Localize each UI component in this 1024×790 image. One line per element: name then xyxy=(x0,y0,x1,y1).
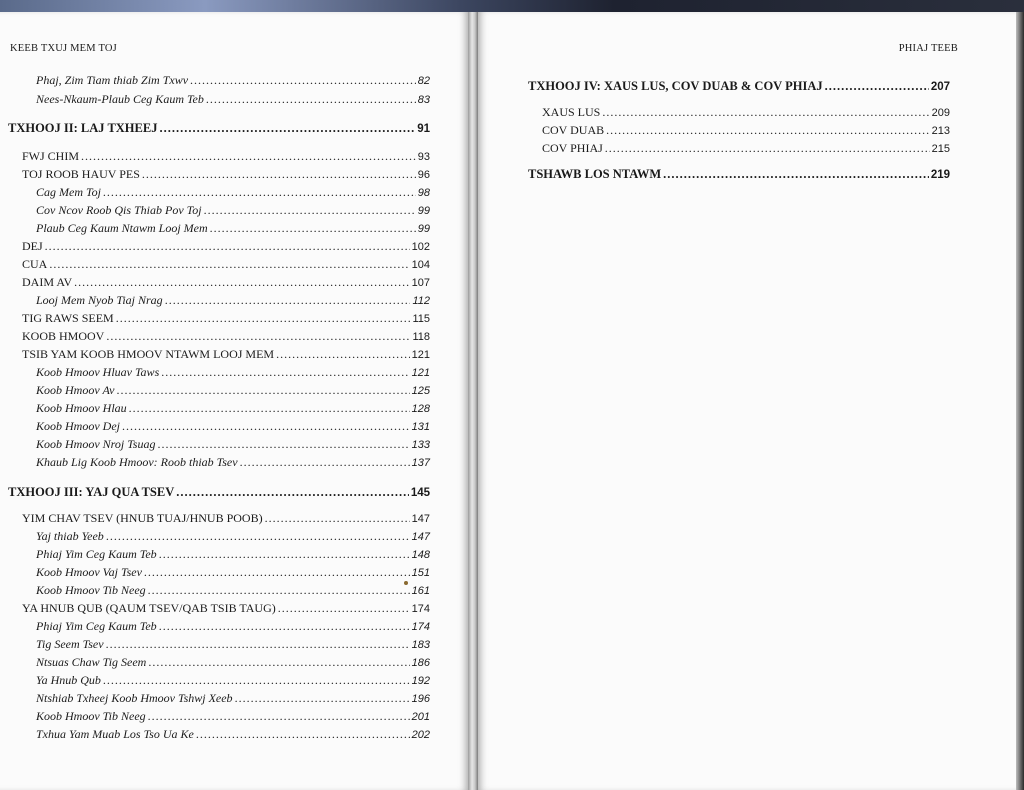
toc-entry-page-number: 147 xyxy=(411,531,430,543)
toc-entry-sub xyxy=(36,619,430,634)
toc-entry-page-number: 104 xyxy=(411,259,430,271)
toc-entry-sub xyxy=(36,655,430,670)
toc-entry-page-number: 83 xyxy=(417,94,430,106)
dot-leader xyxy=(605,141,930,156)
dot-leader xyxy=(165,293,411,308)
dot-leader xyxy=(103,185,416,200)
toc-entry-title: Koob Hmoov Hlau xyxy=(36,401,127,415)
toc-entry-sub xyxy=(36,73,430,88)
toc-entry-sub xyxy=(36,383,430,398)
toc-entry-sub xyxy=(36,547,430,562)
toc-entry-sub xyxy=(36,727,430,742)
toc-entry-section xyxy=(22,275,430,290)
toc-entry-section xyxy=(22,601,430,616)
toc-entry-sub xyxy=(36,221,430,236)
toc-entry-title: Phiaj Yim Ceg Kaum Teb xyxy=(36,547,157,561)
toc-entry-title: Koob Hmoov Tib Neeg xyxy=(36,709,146,723)
toc-entry-section xyxy=(542,141,950,156)
toc-entry-page-number: 192 xyxy=(411,675,430,687)
toc-entry-page-number: 183 xyxy=(411,639,430,651)
toc-entry-sub xyxy=(36,203,430,218)
toc-entry-page-number: 93 xyxy=(417,151,430,163)
toc-entry-page-number: 215 xyxy=(931,143,950,155)
dot-leader xyxy=(103,673,410,688)
toc-entry-title: Phiaj Yim Ceg Kaum Teb xyxy=(36,619,157,633)
toc-entry-title: YIM CHAV TSEV (HNUB TUAJ/HNUB POOB) xyxy=(22,511,263,525)
toc-entry-title: Cag Mem Toj xyxy=(36,185,101,199)
toc-entry-title: TXHOOJ II: LAJ TXHEEJ xyxy=(8,121,158,135)
toc-entry-page-number: 133 xyxy=(411,439,430,451)
dot-leader xyxy=(81,149,416,164)
dot-leader xyxy=(148,655,409,670)
toc-entry-sub xyxy=(36,455,430,470)
toc-entry-page-number: 99 xyxy=(417,205,430,217)
dot-leader xyxy=(116,311,411,326)
toc-entry-title: Khaub Lig Koob Hmoov: Roob thiab Tsev xyxy=(36,455,238,469)
dot-leader xyxy=(196,727,410,742)
dot-leader xyxy=(190,73,416,88)
dot-leader xyxy=(159,619,410,634)
toc-entry-page-number: 107 xyxy=(411,277,430,289)
toc-entry-title: Koob Hmoov Nroj Tsuag xyxy=(36,437,156,451)
toc-entry-title: Txhua Yam Muab Los Tso Ua Ke xyxy=(36,727,194,741)
toc-entry-page-number: 112 xyxy=(412,295,430,307)
toc-entry-sub xyxy=(36,92,430,107)
toc-entry-title: Tig Seem Tsev xyxy=(36,637,104,651)
toc-entry-page-number: 174 xyxy=(411,603,430,615)
toc-entry-page-number: 128 xyxy=(411,403,430,415)
toc-entry-title: Plaub Ceg Kaum Ntawm Looj Mem xyxy=(36,221,208,235)
toc-entry-title: TIG RAWS SEEM xyxy=(22,311,114,325)
toc-entry-section xyxy=(22,311,430,326)
right-running-head: PHIAJ TEEB xyxy=(898,43,958,54)
toc-entry-sub xyxy=(36,637,430,652)
dot-leader xyxy=(148,583,410,598)
toc-entry-page-number: 91 xyxy=(417,123,430,135)
toc-entry-page-number: 131 xyxy=(411,421,430,433)
dot-leader xyxy=(144,565,410,580)
toc-entry-page-number: 118 xyxy=(412,331,430,343)
dot-leader xyxy=(176,485,409,500)
toc-entry-page-number: 82 xyxy=(417,75,430,87)
toc-entry-page-number: 174 xyxy=(411,621,430,633)
toc-entry-title: Cov Ncov Roob Qis Thiab Pov Toj xyxy=(36,203,202,217)
dot-leader xyxy=(106,329,410,344)
toc-entry-title: Nees-Nkaum-Plaub Ceg Kaum Teb xyxy=(36,92,204,106)
toc-entry-chapter xyxy=(8,485,430,500)
dot-leader xyxy=(210,221,416,236)
toc-entry-title: COV DUAB xyxy=(542,123,605,137)
dot-leader xyxy=(235,691,410,706)
toc-entry-page-number: 137 xyxy=(411,457,430,469)
dot-leader xyxy=(142,167,416,182)
toc-entry-page-number: 219 xyxy=(930,169,950,181)
toc-entry-title: TSIB YAM KOOB HMOOV NTAWM LOOJ MEM xyxy=(22,347,275,361)
toc-entry-title: TXHOOJ IV: XAUS LUS, COV DUAB & COV PHIAJ xyxy=(528,79,823,93)
toc-entry-title: Phaj, Zim Tiam thiab Zim Txwv xyxy=(36,73,189,87)
toc-entry-title: KOOB HMOOV xyxy=(22,329,105,343)
dot-leader xyxy=(122,419,410,434)
dot-leader xyxy=(129,401,410,416)
toc-entry-section xyxy=(542,123,950,138)
toc-entry-page-number: 121 xyxy=(411,349,430,361)
toc-entry-section xyxy=(22,511,430,526)
toc-entry-section xyxy=(22,329,430,344)
toc-entry-page-number: 151 xyxy=(411,567,430,579)
toc-entry-sub xyxy=(36,691,430,706)
toc-entry-page-number: 196 xyxy=(411,693,430,705)
toc-entry-sub xyxy=(36,401,430,416)
toc-entry-section xyxy=(542,105,950,120)
toc-entry-title: Ntshiab Txheej Koob Hmoov Tshwj Xeeb xyxy=(36,691,233,705)
toc-entry-section xyxy=(22,167,430,182)
toc-entry-page-number: 147 xyxy=(411,513,430,525)
toc-entry-title: DAIM AV xyxy=(22,275,73,289)
toc-entry-title: TSHAWB LOS NTAWM xyxy=(528,167,662,181)
toc-entry-page-number: 201 xyxy=(411,711,430,723)
toc-entry-page-number: 99 xyxy=(417,223,430,235)
toc-entry-page-number: 145 xyxy=(410,487,430,499)
dot-leader xyxy=(106,529,410,544)
dot-leader xyxy=(106,637,410,652)
toc-entry-page-number: 125 xyxy=(411,385,430,397)
toc-entry-section xyxy=(22,239,430,254)
toc-entry-page-number: 115 xyxy=(412,313,430,325)
dot-leader xyxy=(265,511,410,526)
scan-top-edge xyxy=(0,0,1024,12)
toc-entry-page-number: 96 xyxy=(417,169,430,181)
toc-entry-title: COV PHIAJ xyxy=(542,141,603,155)
toc-entry-page-number: 186 xyxy=(411,657,430,669)
dot-leader xyxy=(161,365,409,380)
toc-entry-section xyxy=(22,257,430,272)
toc-entry-title: FWJ CHIM xyxy=(22,149,80,163)
toc-entry-title: Ya Hnub Qub xyxy=(36,673,101,687)
dot-leader xyxy=(606,123,930,138)
toc-entry-title: Yaj thiab Yeeb xyxy=(36,529,104,543)
toc-entry-page-number: 121 xyxy=(411,367,430,379)
toc-entry-title: YA HNUB QUB (QAUM TSEV/QAB TSIB TAUG) xyxy=(22,601,276,615)
dot-leader xyxy=(278,601,410,616)
toc-entry-title: XAUS LUS xyxy=(542,105,601,119)
toc-entry-page-number: 213 xyxy=(931,125,950,137)
toc-entry-page-number: 209 xyxy=(931,107,950,119)
left-running-head: KEEB TXUJ MEM TOJ xyxy=(10,43,117,54)
toc-entry-sub xyxy=(36,437,430,452)
toc-entry-sub xyxy=(36,673,430,688)
dot-leader xyxy=(825,79,929,94)
toc-entry-page-number: 207 xyxy=(930,81,950,93)
dot-leader xyxy=(663,167,929,182)
scan-right-edge xyxy=(1016,12,1024,790)
toc-entry-title: TOJ ROOB HAUV PES xyxy=(22,167,140,181)
dot-leader xyxy=(204,203,416,218)
toc-entry-chapter xyxy=(528,167,950,182)
toc-entry-chapter xyxy=(8,121,430,136)
dot-leader xyxy=(240,455,410,470)
toc-entry-title: Koob Hmoov Tib Neeg xyxy=(36,583,146,597)
toc-entry-sub xyxy=(36,565,430,580)
toc-entry-section xyxy=(22,347,430,362)
book-gutter xyxy=(468,12,478,790)
dot-leader xyxy=(116,383,409,398)
toc-entry-page-number: 102 xyxy=(411,241,430,253)
toc-entry-title: Koob Hmoov Hluav Taws xyxy=(36,365,160,379)
toc-entry-title: CUA xyxy=(22,257,48,271)
toc-entry-title: Koob Hmoov Dej xyxy=(36,419,120,433)
toc-entry-sub xyxy=(36,293,430,308)
toc-entry-title: Ntsuas Chaw Tig Seem xyxy=(36,655,147,669)
dot-leader xyxy=(49,257,409,272)
dot-leader xyxy=(45,239,410,254)
toc-entry-sub xyxy=(36,185,430,200)
dot-leader xyxy=(602,105,929,120)
toc-entry-sub xyxy=(36,365,430,380)
toc-entry-title: TXHOOJ III: YAJ QUA TSEV xyxy=(8,485,175,499)
dot-leader xyxy=(159,547,410,562)
dot-leader xyxy=(148,709,410,724)
toc-entry-sub xyxy=(36,419,430,434)
toc-entry-section xyxy=(22,149,430,164)
toc-entry-title: Koob Hmoov Av xyxy=(36,383,115,397)
toc-entry-sub xyxy=(36,709,430,724)
toc-entry-sub xyxy=(36,583,430,598)
dot-leader xyxy=(157,437,409,452)
toc-entry-page-number: 98 xyxy=(417,187,430,199)
toc-entry-sub xyxy=(36,529,430,544)
toc-entry-title: DEJ xyxy=(22,239,43,253)
toc-entry-page-number: 161 xyxy=(411,585,430,597)
toc-entry-chapter xyxy=(528,79,950,94)
dot-leader xyxy=(206,92,416,107)
toc-entry-title: Looj Mem Nyob Tiaj Nrag xyxy=(36,293,163,307)
dot-leader xyxy=(74,275,410,290)
dot-leader xyxy=(276,347,410,362)
dot-leader xyxy=(159,121,415,136)
print-speck xyxy=(404,581,408,585)
toc-entry-page-number: 202 xyxy=(411,729,430,741)
toc-entry-title: Koob Hmoov Vaj Tsev xyxy=(36,565,142,579)
toc-entry-page-number: 148 xyxy=(411,549,430,561)
